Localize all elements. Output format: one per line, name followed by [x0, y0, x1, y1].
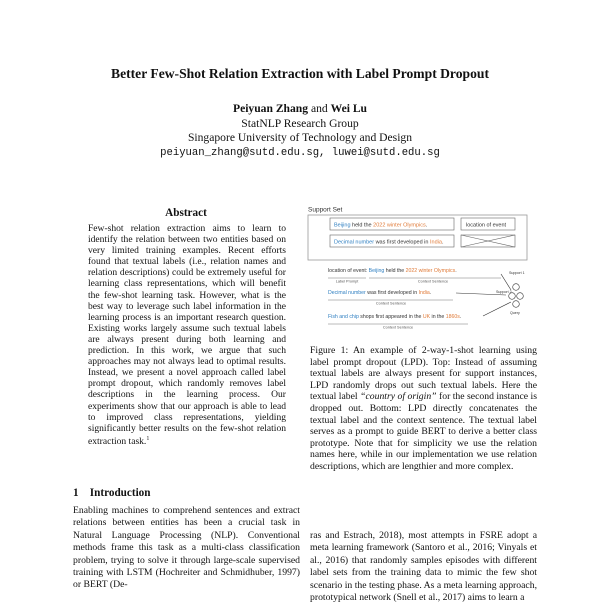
query-label: Query [510, 311, 520, 315]
abstract-body-text: Few-shot relation extraction aims to learn to identify the relation between two entities based on very limited training examples. Recent efforts found that textual labels (i.e., relation names and relation descriptions) could be extremely useful for learning class representations, which will benefit the few-shot learning task. However, what is the best way to leverage such label information in the learning process is an important research question. Existing works largely assume such textual labels are always present during both learning and prediction. In this work, we argue that such approaches may not always lead to optimal results. Instead, we present a novel approach called label prompt dropout, which randomly removes label descriptions in the learning process. Our experiments show that our approach is able to lead to improved class representations, yielding significantly better results on the few-shot relation extraction task. [88, 223, 286, 447]
author-emails: peiyuan_zhang@sutd.edu.sg, luwei@sutd.edu.sg [160, 146, 440, 159]
support-1-label: Support 1 [509, 271, 525, 275]
prototype-node-3 [517, 293, 524, 300]
context-caption-3: Context Sentence [382, 325, 414, 330]
author-and: and [310, 102, 328, 115]
sentence-2: Decimal number was first developed in India. [328, 290, 432, 296]
arrow-support-1 [501, 274, 511, 290]
affiliation-university: Singapore University of Technology and Design [187, 131, 413, 144]
caption-suffix: for the second instance is dropped out. Bottom: LPD directly concatenates the textual label and the context sentence. The textual label serves as a prompt to guide BERT to derive a better class prototype. Note that for simplicity we use the relation names here, while in our implementation we use relation descriptions, which are lengthier and more complex. [310, 391, 538, 472]
figure-lpd-diagram [303, 202, 535, 340]
author-1: Peiyuan Zhang [232, 102, 309, 115]
support-set-label: Support Set [308, 206, 343, 214]
labeled-sentence: location of event: Beijing held the 2022 winter Olympics. [328, 268, 457, 274]
author-names [0, 102, 600, 117]
query-sentence: Fish and chip shops first appeared in the UK in the 1860s. [328, 314, 462, 320]
author-block [0, 102, 600, 160]
author-2: Wei Lu [330, 102, 368, 115]
footnote-mark: 1 [146, 435, 150, 442]
section-heading-introduction [73, 487, 151, 499]
figure-caption [310, 345, 537, 473]
introduction-text: Enabling machines to comprehend sentences and extract relations between entities has been a crucial task in Natural Language Processing (NLP). Conventional methods frame this task as a multi-class classification problem, trying to solve it through large-scale supervised training with LSTM (Hochreiter and Schmidhuber, 1997) or BERT (De- [73, 505, 300, 591]
caption-prefix: Figure 1: An example of 2-way-1-shot learning using label prompt dropout (LPD). Top: Instead of assuming textual labels are always present for support instances, LPD randomly drops out such textual labels. Here the textual label [310, 345, 537, 403]
prototype-node-1 [513, 284, 520, 291]
caption-italic: “country of origin” [360, 391, 437, 403]
label-text-1: location of event [466, 222, 507, 229]
context-caption-1: Context Sentence [417, 279, 449, 284]
section-number: 1 [73, 487, 79, 499]
section-title: Introduction [89, 487, 151, 499]
support-sentence-2: Decimal number was first developed in India. [334, 239, 444, 246]
context-caption-2: Context Sentence [375, 301, 407, 306]
abstract-heading: Abstract [165, 207, 207, 219]
abstract-text [88, 223, 286, 447]
right-column-text: ras and Estrach, 2018), most attempts in FSRE adopt a meta learning framework (Santoro et al., 2016; Vinyals et al., 2016) that randomly samples episodes with different label sets from the training data to mimic the few shot scenario in the testing phase. As a meta learning approach, prototypical network (Snell et al., 2017) aims to learn a [310, 530, 537, 604]
query-node [513, 301, 520, 308]
affiliation-group: StatNLP Research Group [241, 116, 359, 130]
label-prompt-caption: Label Prompt [335, 279, 359, 284]
support-2-label: Support 2 [496, 290, 512, 294]
paper-title: Better Few-Shot Relation Extraction with Label Prompt Dropout [111, 66, 489, 81]
arrow-query [483, 302, 511, 316]
support-sentence-1: Beijing held the 2022 winter Olympics. [334, 222, 428, 229]
